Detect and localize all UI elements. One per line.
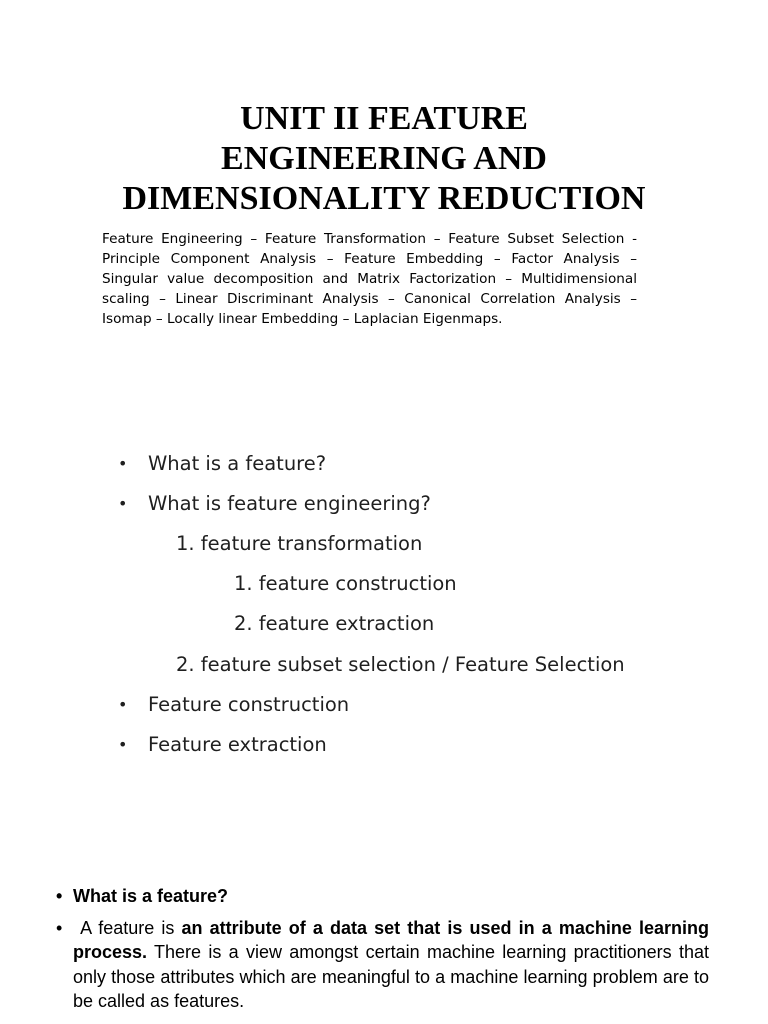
- outline-item: [118, 685, 350, 725]
- bullet-icon: •: [118, 494, 128, 513]
- outline-item-label: 1. feature construction: [234, 572, 457, 595]
- outline-subitem: [176, 645, 625, 685]
- bullet-icon: •: [118, 735, 128, 754]
- definition-question: [56, 884, 709, 909]
- bullet-icon: •: [118, 454, 128, 473]
- outline-item-label: What is feature engineering?: [148, 492, 431, 515]
- bullet-icon: •: [118, 695, 128, 714]
- definition-emphasis: an attribute of a data set that is used in a machine learning process.: [73, 917, 709, 962]
- title-line-3: DIMENSIONALITY REDUCTION: [122, 180, 646, 217]
- outline-item-label: What is a feature?: [148, 452, 327, 475]
- title-line-1: UNIT II FEATURE: [240, 100, 528, 137]
- definition-rest: There is a view amongst certain machine learning practitioners that only those attributes which are meaningful to a machine learning problem are to be called as features.: [73, 942, 709, 1011]
- outline-item-label: 2. feature extraction: [234, 612, 435, 635]
- bullet-icon: •: [56, 917, 63, 938]
- outline-subsubitem: [234, 604, 434, 644]
- outline-item: [118, 484, 431, 524]
- outline-item-label: Feature construction: [148, 693, 350, 716]
- bullet-icon: •: [56, 886, 63, 906]
- outline-item: [118, 444, 327, 484]
- definition-section: [56, 884, 709, 1014]
- title-line-2: ENGINEERING AND: [221, 140, 547, 177]
- outline-subitem: [176, 524, 422, 564]
- definition-paragraph: [56, 916, 709, 1014]
- outline-item-label: 1. feature transformation: [176, 532, 423, 555]
- outline-item: [118, 725, 327, 765]
- definition-question-text: What is a feature?: [73, 886, 229, 906]
- outline-subsubitem: [234, 564, 457, 604]
- outline-item-label: 2. feature subset selection / Feature Selection: [176, 653, 625, 676]
- page-title: [60, 99, 708, 219]
- syllabus-paragraph: Feature Engineering – Feature Transformation – Feature Subset Selection - Principle Component Analysis – Feature Embedding – Factor Analysis – Singular value decomposition and Matrix Factorization – Multidimensional scaling – Linear Discriminant Analysis – Canonical Correlation Analysis – Isomap – Locally linear Embedding – Laplacian Eigenmaps.: [102, 231, 637, 327]
- outline-item-label: Feature extraction: [148, 733, 327, 756]
- definition-intro: A feature is: [80, 917, 182, 938]
